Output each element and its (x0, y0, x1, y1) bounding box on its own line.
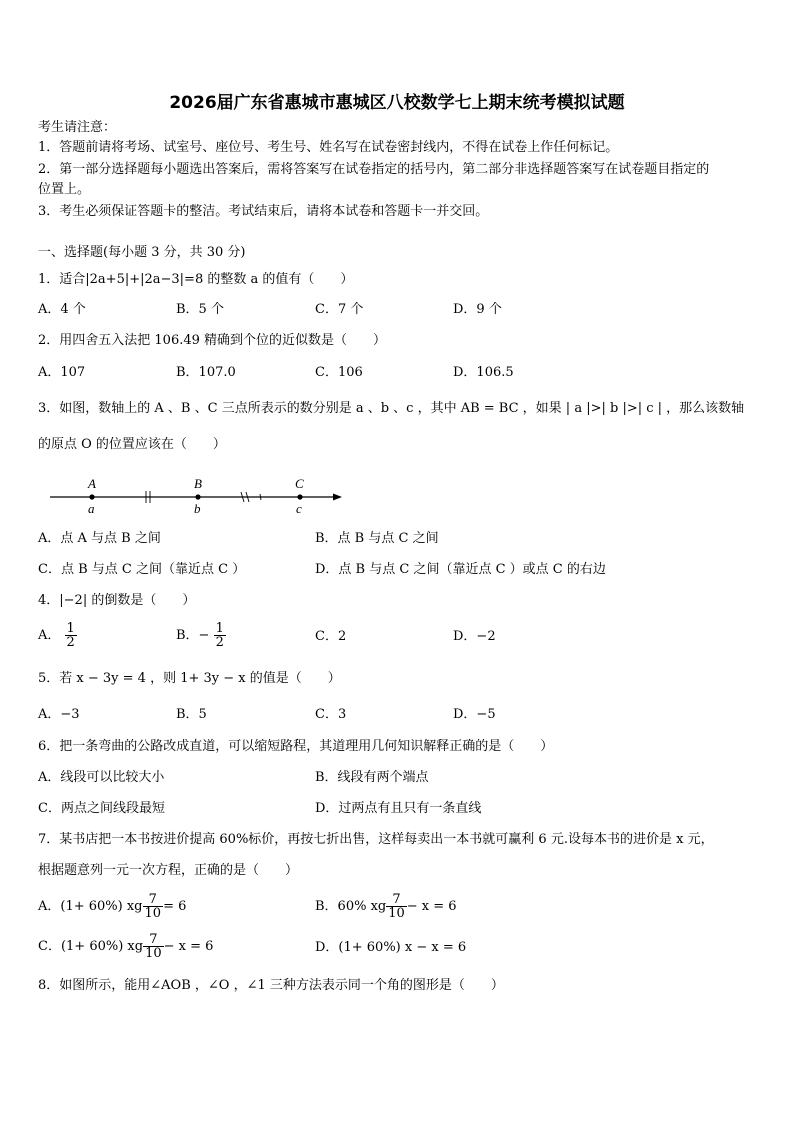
q3-option-b[interactable]: B．点 B 与点 C 之间 (315, 531, 439, 546)
point-a-dot (89, 494, 94, 499)
question-5-stem: 5．若 x − 3y = 4 ，则 1+ 3y − x 的值是（ ） (38, 671, 341, 686)
page-title: 2026届广东省惠城市惠城区八校数学七上期末统考模拟试题 (169, 93, 625, 113)
q3-option-d[interactable]: D．点 B 与点 C 之间（靠近点 C ）或点 C 的右边 (315, 562, 606, 577)
q7-option-a-suffix: = 6 (163, 899, 187, 914)
q2-option-a[interactable]: A．107 (38, 365, 86, 380)
question-7-stem-cont: 根据题意列一元一次方程，正确的是（ ） (38, 863, 299, 878)
fraction: $\frac{7}{10}$ (145, 932, 162, 961)
q2-option-c[interactable]: C．106 (315, 365, 363, 380)
q1-option-b[interactable]: B．5 个 (176, 302, 224, 317)
notice-item: 3．考生必须保证答题卡的整洁。考试结束后，请将本试卷和答题卡一并交回。 (38, 204, 489, 219)
q4-option-a[interactable] (38, 621, 77, 651)
q4-option-b-prefix: B．− (176, 628, 210, 643)
notice-item: 位置上。 (38, 182, 91, 197)
question-6-stem: 6．把一条弯曲的公路改成直道，可以缩短路程，其道理用几何知识解释正确的是（ ） (38, 739, 554, 754)
question-2-stem: 2．用四舍五入法把 106.49 精确到个位的近似数是（ ） (38, 333, 387, 348)
label-value-b: b (194, 501, 201, 516)
q7-option-c-suffix: − x = 6 (163, 939, 214, 954)
section-heading: 一、选择题(每小题 3 分，共 30 分) (38, 245, 246, 260)
q5-option-d[interactable]: D．−5 (453, 707, 496, 722)
point-b-dot (195, 494, 200, 499)
q5-option-b[interactable]: B．5 (176, 707, 207, 722)
question-4-stem: 4．|−2| 的倒数是（ ） (38, 593, 196, 608)
question-3-stem-cont: 的原点 O 的位置应该在（ ） (38, 437, 226, 452)
number-line-figure (44, 472, 354, 517)
q2-option-b[interactable]: B．107.0 (176, 365, 236, 380)
q1-option-a[interactable]: A．4 个 (38, 302, 86, 317)
q7-option-c-prefix: C．(1+ 60%) xg (38, 939, 144, 954)
q1-option-d[interactable]: D．9 个 (453, 302, 502, 317)
fraction: $\frac{1}{2}$ (215, 621, 224, 650)
label-point-b: B (194, 476, 202, 491)
q4-option-b[interactable] (176, 621, 226, 651)
q6-option-c[interactable]: C．两点之间线段最短 (38, 801, 165, 816)
q6-option-d[interactable]: D．过两点有且只有一条直线 (315, 801, 482, 816)
q7-option-d[interactable]: D．(1+ 60%) x − x = 6 (315, 940, 467, 955)
q5-option-a[interactable]: A．−3 (38, 707, 80, 722)
question-1-stem: 1．适合|2a+5|+|2a−3|=8 的整数 a 的值有（ ） (38, 272, 354, 287)
label-point-c: C (295, 476, 304, 491)
q1-option-c[interactable]: C．7 个 (315, 302, 364, 317)
axis-arrow-icon (333, 494, 342, 501)
point-c-dot (297, 494, 302, 499)
q7-option-b[interactable] (315, 892, 457, 922)
q4-option-d[interactable]: D．−2 (453, 629, 496, 644)
notice-item: 2．第一部分选择题每小题选出答案后，需将答案写在试卷指定的括号内，第二部分非选择题答案写在试卷题目指定的 (38, 162, 710, 177)
q3-option-c[interactable]: C．点 B 与点 C 之间（靠近点 C ） (38, 562, 246, 577)
fraction: $\frac{7}{10}$ (388, 892, 405, 921)
question-7-stem: 7．某书店把一本书按进价提高 60%标价，再按七折出售，这样每卖出一本书就可赢利 6 元.设每本书的进价是 x 元， (38, 832, 714, 847)
fraction: $\frac{1}{2}$ (66, 621, 75, 650)
q7-option-a[interactable] (38, 892, 186, 922)
q6-option-b[interactable]: B．线段有两个端点 (315, 770, 429, 785)
q7-option-b-prefix: B．60% xg (315, 899, 387, 914)
question-8-stem: 8．如图所示，能用∠AOB ，∠O ，∠1 三种方法表示同一个角的图形是（ ） (38, 978, 504, 993)
q4-option-a-prefix: A． (38, 628, 61, 643)
q6-option-a[interactable]: A．线段可以比较大小 (38, 770, 165, 785)
q7-option-b-suffix: − x = 6 (406, 899, 457, 914)
q4-option-c[interactable]: C．2 (315, 629, 347, 644)
notice-item: 1．答题前请将考场、试室号、座位号、考生号、姓名写在试卷密封线内，不得在试卷上作任何标记。 (38, 140, 619, 155)
question-3-stem: 3．如图，数轴上的 A 、B 、C 三点所表示的数分别是 a 、b 、c ，其中 AB = BC ，如果 | a |>| b |>| c | ，那么该数轴 (38, 401, 745, 416)
label-value-c: c (296, 501, 302, 516)
label-value-a: a (88, 501, 95, 516)
q7-option-a-prefix: A．(1+ 60%) xg (38, 899, 143, 914)
q3-option-a[interactable]: A．点 A 与点 B 之间 (38, 531, 161, 546)
notice-heading: 考生请注意： (38, 120, 117, 135)
q5-option-c[interactable]: C．3 (315, 707, 347, 722)
label-point-a: A (88, 476, 96, 491)
q7-option-c[interactable] (38, 932, 213, 962)
q2-option-d[interactable]: D．106.5 (453, 365, 514, 380)
fraction: $\frac{7}{10}$ (144, 892, 162, 921)
